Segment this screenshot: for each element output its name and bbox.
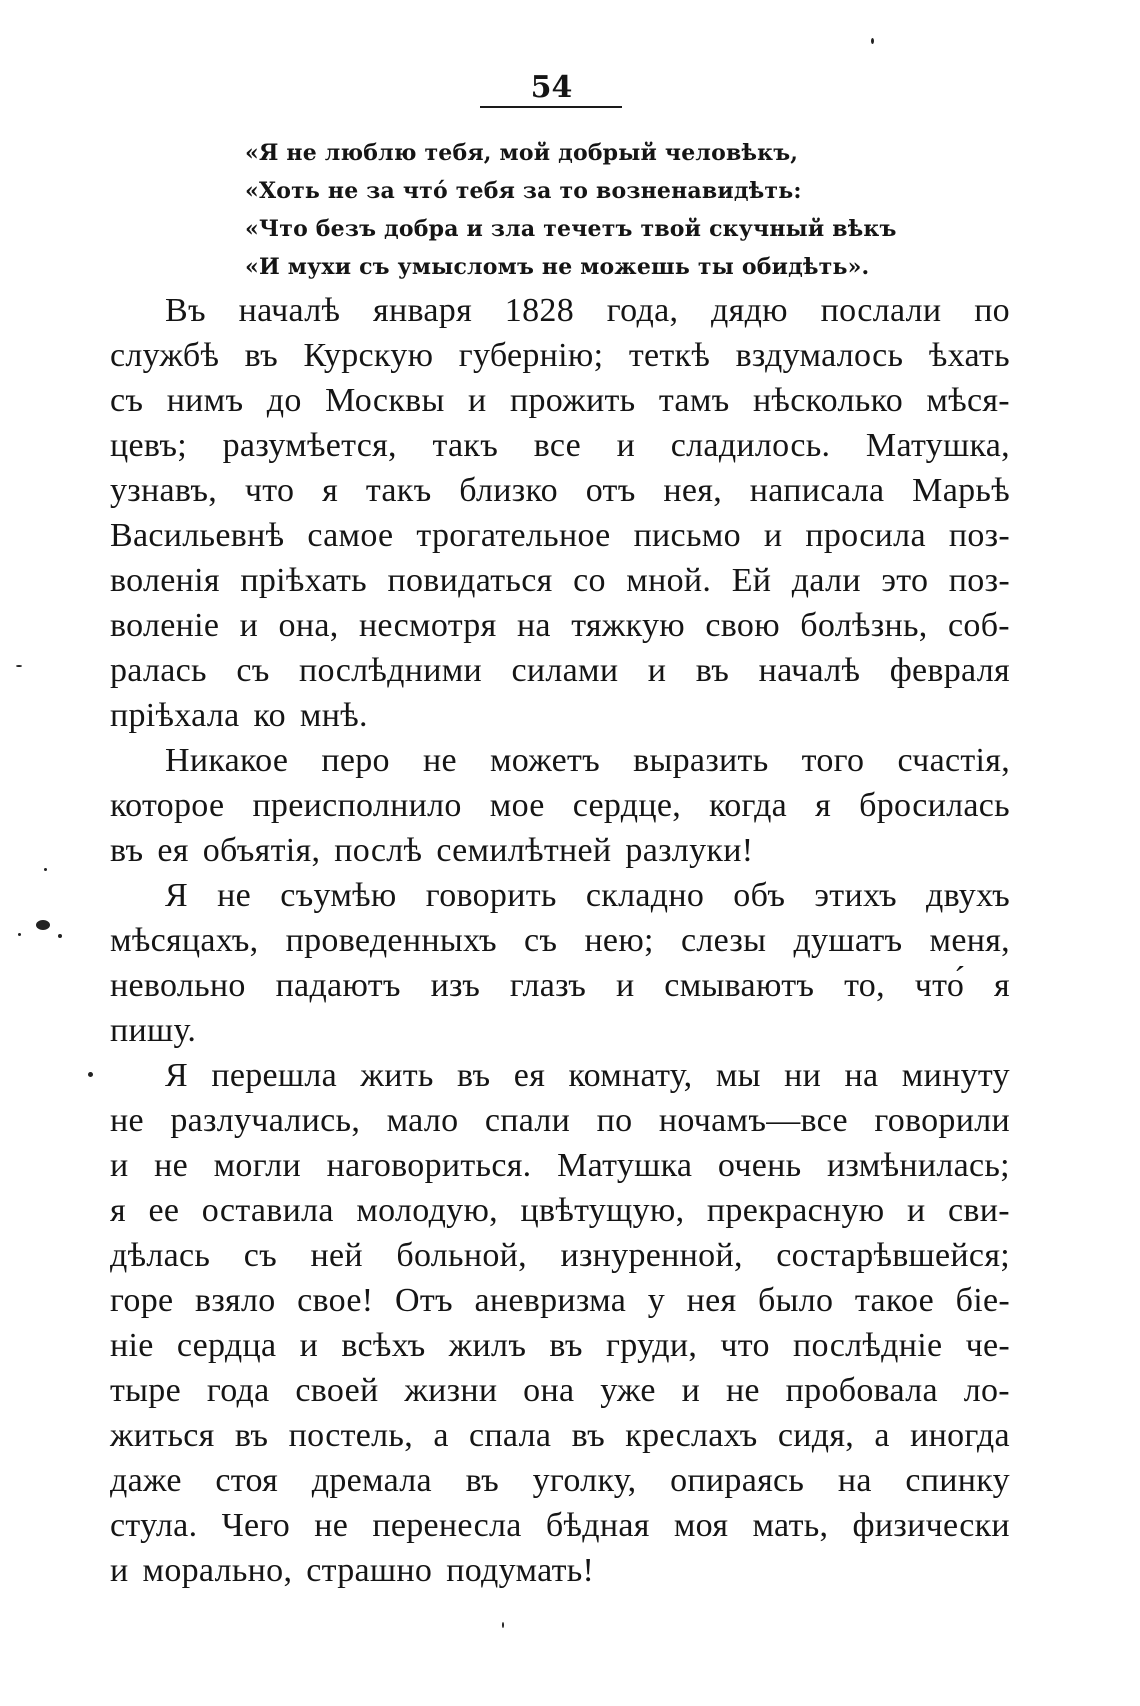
text-line: мѣсяцахъ, проведенныхъ съ нею; слезы душатъ меня, (110, 922, 1010, 959)
text-line: Я перешла жить въ ея комнату, мы ни на минуту (165, 1057, 1010, 1094)
text-line: тыре года своей жизни она уже и не пробовала ло- (110, 1372, 1010, 1409)
text-line: пишу. (110, 1012, 197, 1049)
text-line: дѣлась съ ней больной, изнуренной, состарѣвшейся; (110, 1237, 1010, 1274)
text-line: и не могли наговориться. Матушка очень измѣнилась; (110, 1147, 1010, 1184)
text-line: пріѣхала ко мнѣ. (110, 697, 368, 734)
text-line: ралась съ послѣдними силами и въ началѣ февраля (110, 652, 1010, 689)
text-line: ніе сердца и всѣхъ жилъ въ груди, что послѣдніе че- (110, 1327, 1010, 1364)
text-line: Никакое перо не можетъ выразить того счастія, (165, 742, 1010, 779)
text-line: Я не съумѣю говорить складно объ этихъ двухъ (165, 877, 1010, 914)
text-line: и морально, страшно подумать! (110, 1552, 595, 1589)
scan-speck (16, 665, 22, 667)
text-line: воленіе и она, несмотря на тяжкую свою болѣзнь, соб- (110, 607, 1010, 644)
text-line: стула. Чего не перенесла бѣдная моя мать, физически (110, 1507, 1010, 1544)
text-line: воленія пріѣхать повидаться со мной. Ей дали это поз- (110, 562, 1010, 599)
prose-body (110, 288, 1010, 1593)
text-line: я ее оставила молодую, цвѣтущую, прекрасную и сви- (110, 1192, 1010, 1229)
scan-speck (871, 38, 874, 44)
text-line: не разлучались, мало спали по ночамъ—все говорили (110, 1102, 1010, 1139)
scan-speck (44, 868, 47, 871)
verse-line: «Хоть не за что́ тебя за то возненавидѣть: (245, 178, 802, 204)
text-line: узнавъ, что я такъ близко отъ нея, написала Марьѣ (110, 472, 1010, 509)
verse-quote (245, 134, 965, 286)
text-line: съ нимъ до Москвы и прожить тамъ нѣсколько мѣся- (110, 382, 1010, 419)
text-line: даже стоя дремала въ уголку, опираясь на спинку (110, 1462, 1010, 1499)
page-number: 54 (530, 70, 573, 105)
scan-speck (18, 933, 21, 936)
text-line: цевъ; разумѣется, такъ все и сладилось. Матушка, (110, 427, 1010, 464)
scan-speck (58, 934, 62, 938)
text-line: въ ея объятія, послѣ семилѣтней разлуки! (110, 832, 754, 869)
text-line: Въ началѣ января 1828 года, дядю послали по (165, 292, 1010, 329)
verse-line: «Что безъ добра и зла течетъ твой скучный вѣкъ (245, 216, 897, 242)
scan-speck (88, 1072, 93, 1077)
scan-speck (502, 1622, 504, 1628)
text-line: службѣ въ Курскую губернію; теткѣ вздумалось ѣхать (110, 337, 1010, 374)
text-line: которое преисполнило мое сердце, когда я бросилась (110, 787, 1010, 824)
page-number-rule (480, 106, 622, 108)
verse-line: «И мухи съ умысломъ не можешь ты обидѣть». (245, 254, 870, 280)
text-line: Васильевнѣ самое трогательное письмо и просила поз- (110, 517, 1010, 554)
scan-speck (36, 920, 50, 930)
text-line: невольно падаютъ изъ глазъ и смываютъ то, что́ я (110, 967, 1010, 1004)
text-line: житься въ постель, а спала въ креслахъ сидя, а иногда (110, 1417, 1010, 1454)
verse-line: «Я не люблю тебя, мой добрый человѣкъ, (245, 140, 799, 166)
text-line: горе взяло свое! Отъ аневризма у нея было такое біе- (110, 1282, 1010, 1319)
